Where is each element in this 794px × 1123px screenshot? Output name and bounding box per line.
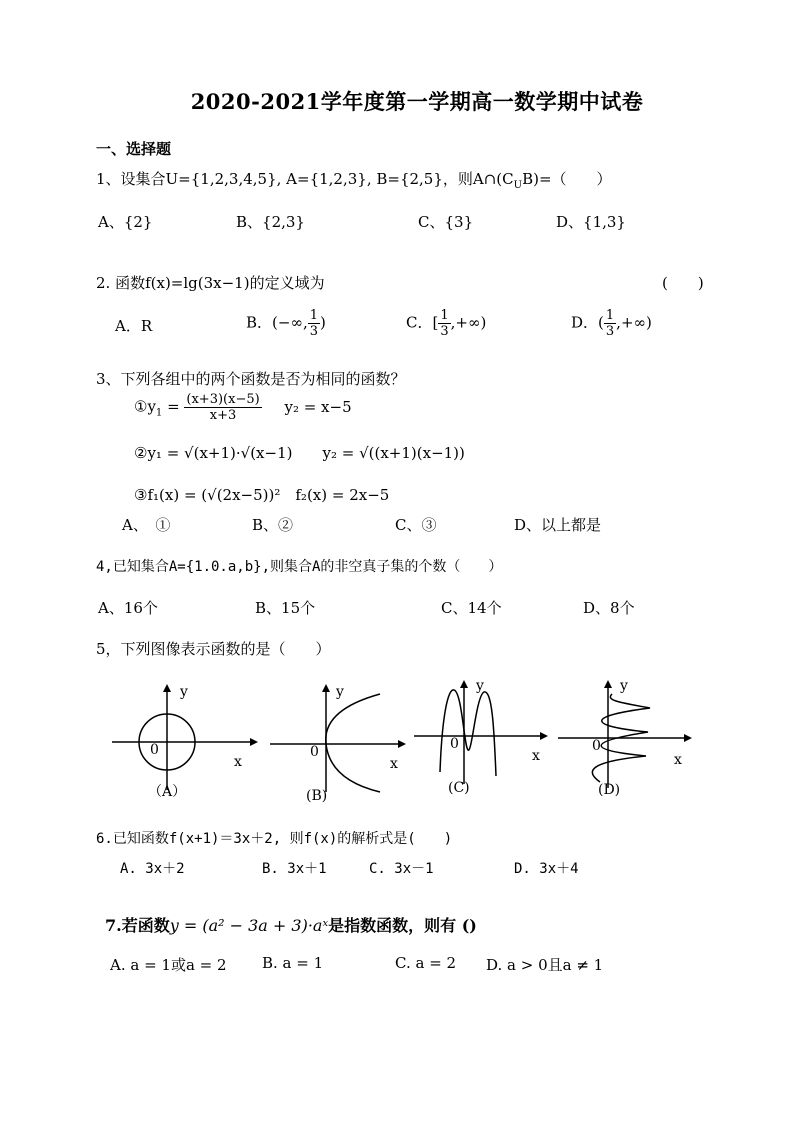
graph-c-origin: 0 <box>450 736 459 752</box>
q3-option-c: C、③ <box>395 516 437 534</box>
q7-option-a: A. a = 1或a = 2 <box>110 956 227 974</box>
q3-group-2: ②y₁ = √(x+1)·√(x−1) y₂ = √((x+1)(x−1)) <box>134 444 465 462</box>
q4-option-a: A、16个 <box>98 599 158 617</box>
graph-d <box>556 676 696 800</box>
graph-b-origin: 0 <box>310 744 319 760</box>
graph-d-origin: 0 <box>592 738 601 754</box>
q1-option-b: B、{2,3} <box>236 213 305 231</box>
graph-a-origin: 0 <box>150 742 159 758</box>
q4-option-c: C、14个 <box>441 599 502 617</box>
question-4-stem: 4,已知集合A={1.0.a,b},则集合A的非空真子集的个数（ ） <box>96 559 503 575</box>
question-6-stem: 6.已知函数f(x+1)＝3x＋2, 则f(x)的解析式是( ) <box>96 831 453 847</box>
graph-c-y-label: y <box>476 678 484 694</box>
q2-option-b: B．(−∞, $\frac{1}{3}$ ) <box>246 308 326 339</box>
graph-c-caption: (C) <box>448 780 470 796</box>
q6-option-c: C. 3x－1 <box>369 861 434 877</box>
graph-d-caption: (D) <box>598 782 621 798</box>
q1-option-a: A、{2} <box>98 213 153 231</box>
q4-option-b: B、15个 <box>255 599 316 617</box>
graph-d-x-label: x <box>674 752 682 768</box>
q2-option-a: A．R <box>115 317 153 335</box>
graph-a-y-label: y <box>180 684 188 700</box>
q3-option-a: A、 ① <box>122 516 171 534</box>
question-5-stem: 5，下列图像表示函数的是（ ） <box>96 640 331 658</box>
graph-a-caption: （A） <box>148 784 187 800</box>
q6-option-b: B. 3x＋1 <box>262 861 327 877</box>
graph-b-caption: (B) <box>306 788 328 804</box>
q2-option-d: D．( $\frac{1}{3}$ ,+∞) <box>571 308 652 339</box>
question-2-stem: 2. 函数f(x)=lg(3x−1)的定义域为 <box>96 274 325 292</box>
q1-option-d: D、{1,3} <box>556 213 626 231</box>
graph-a-x-label: x <box>234 754 242 770</box>
q6-option-a: A. 3x＋2 <box>120 861 185 877</box>
graph-d-y-label: y <box>620 678 628 694</box>
q7-option-c: C. a = 2 <box>395 954 457 972</box>
page-title: 2020-2021学年度第一学期高一数学期中试卷 <box>190 89 644 114</box>
answer-paren: ( ) <box>662 274 704 292</box>
graph-b-x-label: x <box>390 756 398 772</box>
q7-option-d: D. a > 0且a ≠ 1 <box>486 956 604 974</box>
graph-b-y-label: y <box>336 684 344 700</box>
question-3-stem: 3、下列各组中的两个函数是否为相同的函数？ <box>96 370 406 388</box>
q7-option-b: B. a = 1 <box>262 954 324 972</box>
graph-a <box>110 680 260 800</box>
q2-option-c: C．[ $\frac{1}{3}$ ,+∞) <box>406 308 487 339</box>
q4-option-d: D、8个 <box>583 599 635 617</box>
section-heading: 一、选择题 <box>96 140 172 158</box>
q3-option-d: D、以上都是 <box>514 516 602 534</box>
q6-option-d: D. 3x＋4 <box>514 861 579 877</box>
q3-option-b: B、② <box>252 516 294 534</box>
graph-c-x-label: x <box>532 748 540 764</box>
graph-c <box>412 676 552 800</box>
question-1-stem: 1、设集合U={1,2,3,4,5}, A={1,2,3}, B={2,5}，则$A\cap(C_UB)=$（ ） <box>96 170 612 191</box>
question-7-stem: 7.若函数y = (a² − 3a + 3)·aˣ是指数函数，则有 () <box>105 916 477 935</box>
q1-option-c: C、{3} <box>418 213 474 231</box>
q3-group-1: $①y_1$ = $\frac{(x+3)(x-5)}{x+3}$ y₂ = x−5 <box>134 392 352 423</box>
graph-b <box>268 680 408 804</box>
q3-group-3: ③f₁(x) = (√(2x−5))² f₂(x) = 2x−5 <box>134 486 390 504</box>
